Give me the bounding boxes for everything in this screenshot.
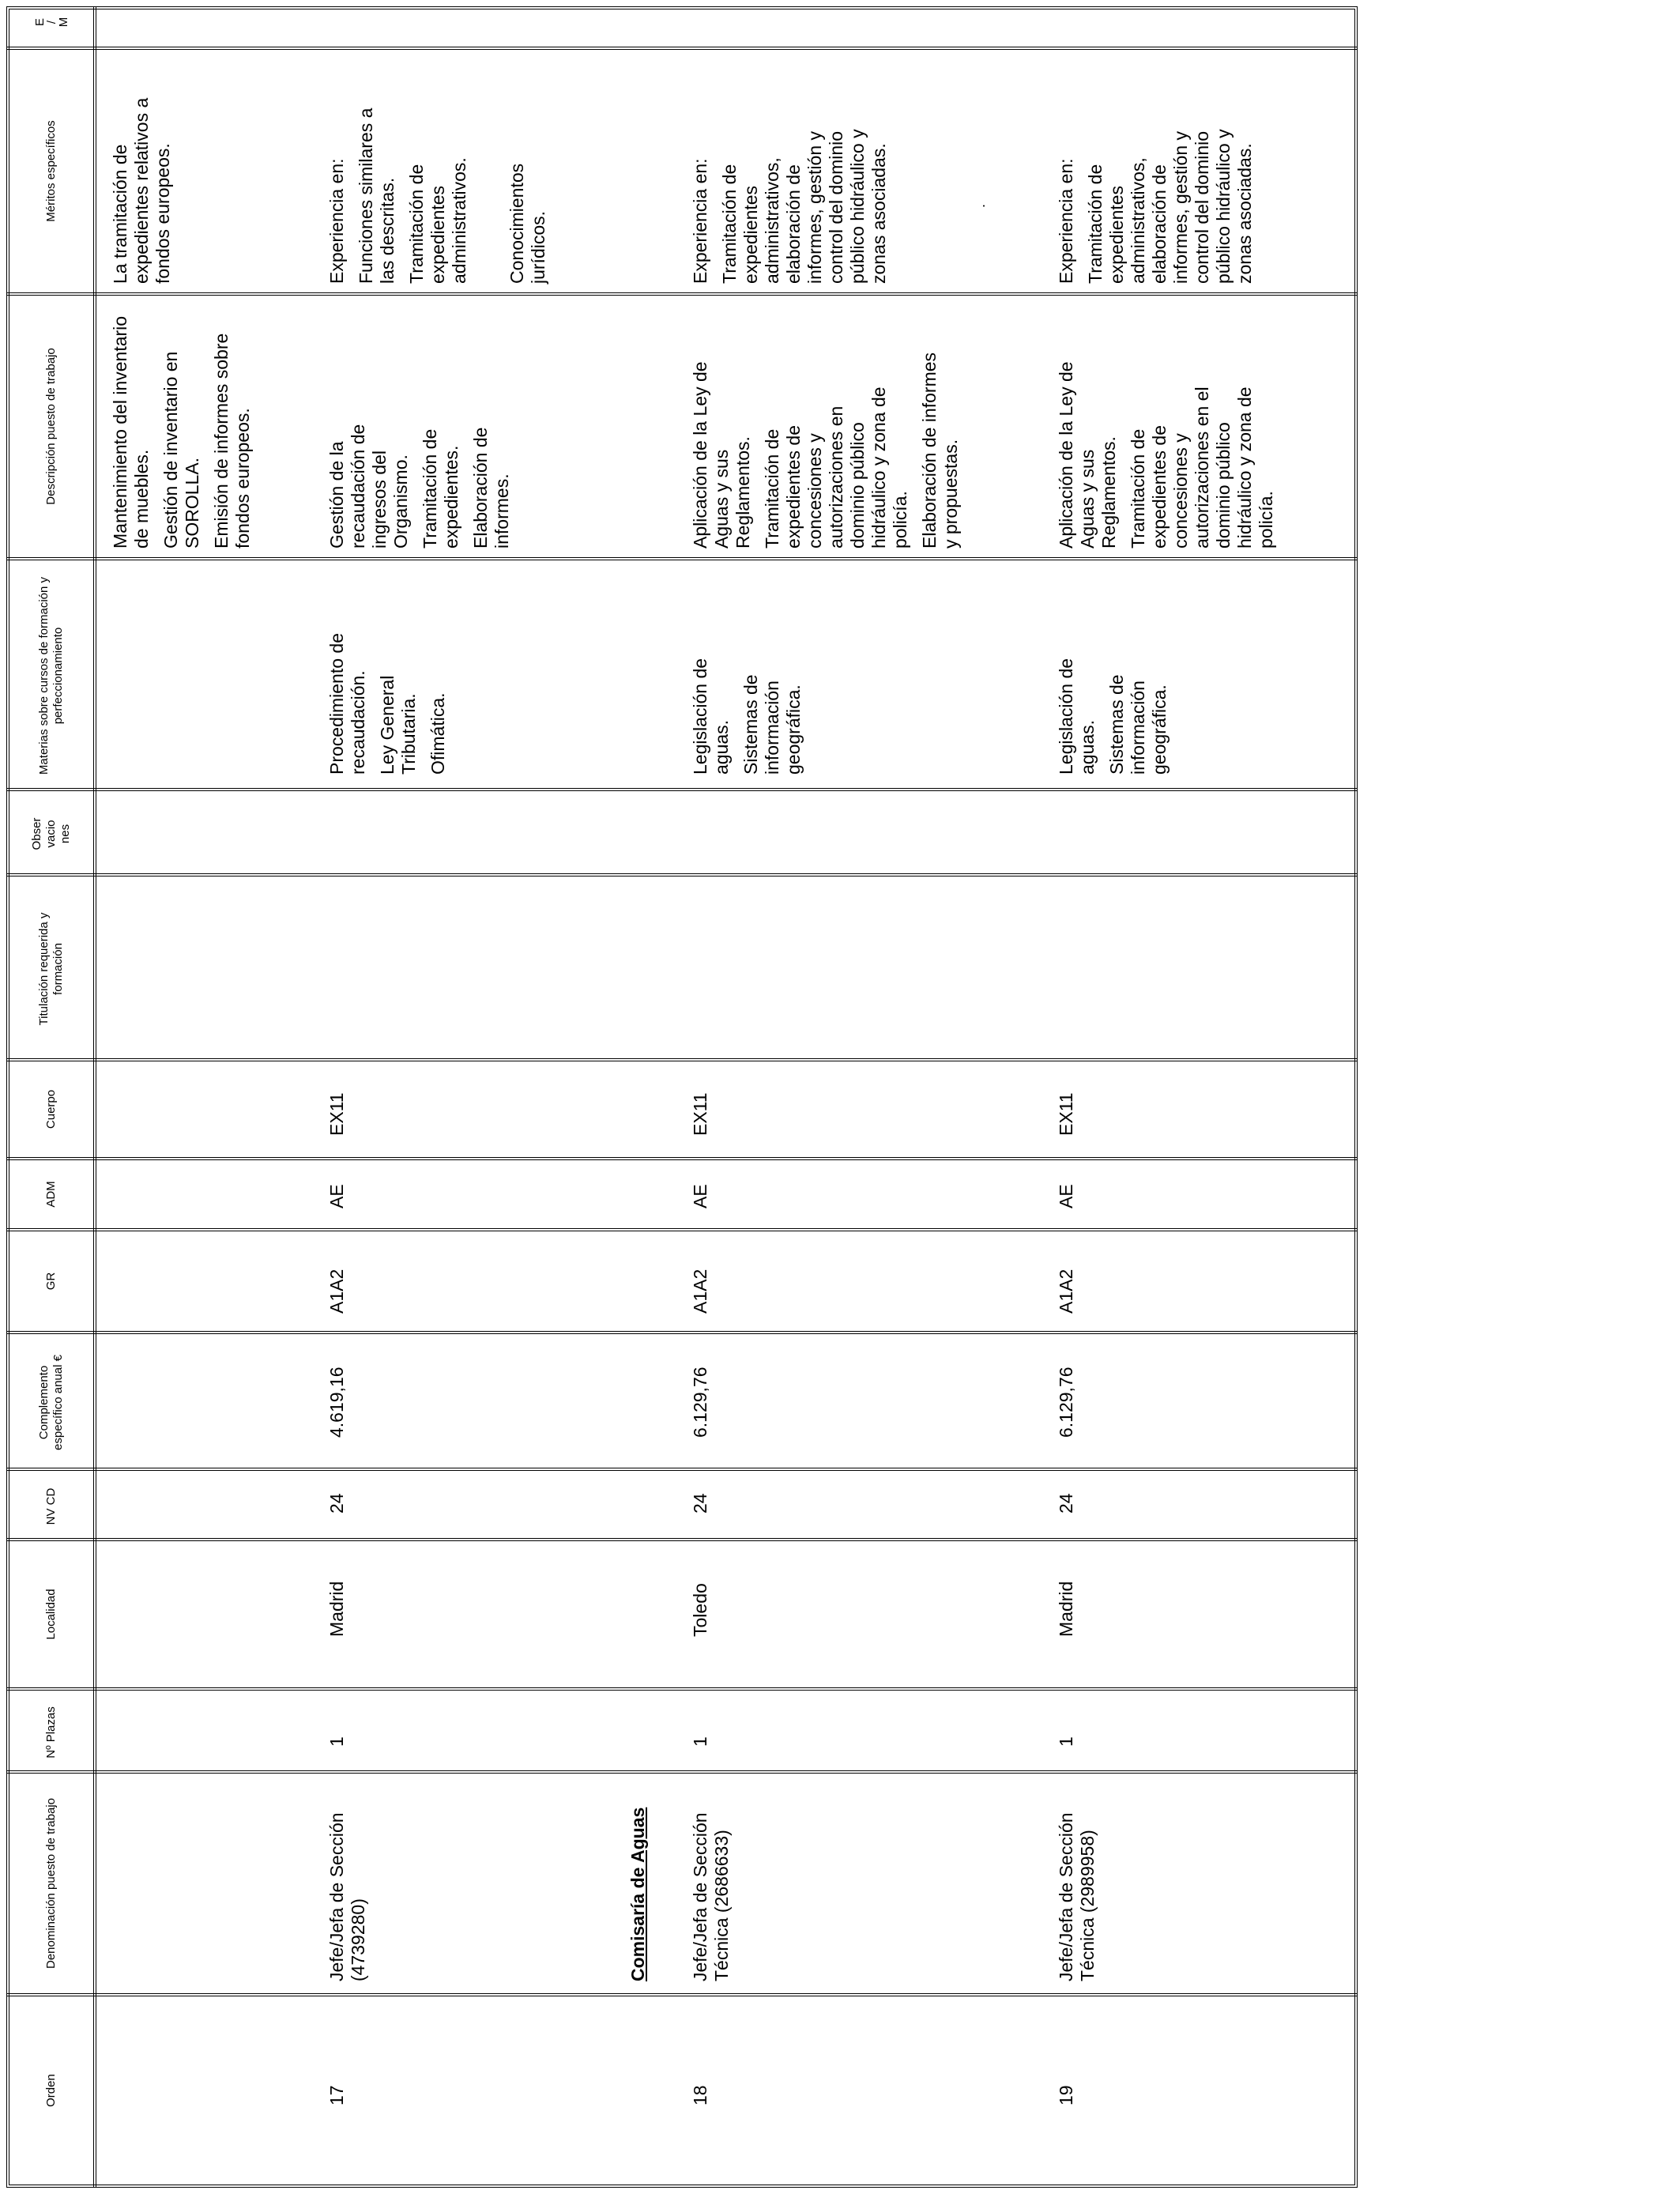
- column-divider: [6, 1687, 1358, 1691]
- list-item: Ofimática.: [428, 692, 448, 775]
- row18-nivel: 24: [690, 1493, 710, 1514]
- column-divider: [6, 788, 1358, 791]
- header-observaciones: Obser vacio nes: [30, 817, 72, 850]
- row17-cuerpo: EX11: [326, 1092, 347, 1136]
- list-item: Ley General Tributaria.: [377, 675, 419, 775]
- row17-adm: AE: [326, 1184, 347, 1208]
- list-item: Funciones similares a las descritas.: [356, 107, 397, 284]
- section-heading: Comisaría de Aguas: [627, 1807, 648, 1981]
- row19-plazas: 1: [1056, 1736, 1076, 1747]
- header-materias: Materias sobre cursos de formación y perfeccionamiento: [37, 576, 65, 775]
- row19-descripcion: [1056, 351, 1277, 548]
- list-item: Elaboración de informes.: [470, 427, 512, 548]
- column-divider: [6, 873, 1358, 876]
- row19-denominacion: Jefe/Jefa de Sección Técnica (2989958): [1056, 1812, 1098, 1981]
- list-item: Aplicación de la Ley de Aguas y sus Reglamentos.: [1056, 361, 1119, 548]
- list-item: Elaboración de informes y propuestas.: [919, 352, 961, 548]
- row19-orden: 19: [1056, 2085, 1076, 2105]
- row19-localidad: Madrid: [1056, 1581, 1076, 1637]
- column-divider: [6, 1157, 1358, 1160]
- column-divider: [6, 1228, 1358, 1231]
- header-meritos: Méritos específicos: [44, 120, 58, 222]
- list-item: Gestión de inventario en SOROLLA.: [160, 351, 202, 548]
- list-item: Tramitación de expedientes administrativos, elaboración de informes, gestión y control del dominio público hidráulico y zonas asociadas.: [1085, 129, 1255, 284]
- row17-grupo: A1A2: [326, 1269, 347, 1314]
- header-localidad: Localidad: [44, 1589, 58, 1640]
- list-item: Tramitación de expedientes de concesiones y autorizaciones en dominio público hidráulico y zona de policía.: [762, 386, 910, 548]
- header-titulacion: Titulación requerida y formación: [37, 912, 65, 1026]
- column-divider: [6, 1538, 1358, 1541]
- row18-adm: AE: [690, 1184, 710, 1208]
- header-descripcion: Descripción puesto de trabajo: [44, 348, 58, 505]
- header-em: E / M: [32, 17, 70, 28]
- list-item: Emisión de informes sobre fondos europeos.: [211, 333, 253, 548]
- header-grupo: GR: [44, 1272, 58, 1291]
- list-item: La tramitación de expedientes relativos a fondos europeos.: [110, 97, 173, 284]
- list-item: Sistemas de información geográfica.: [740, 674, 804, 775]
- meritos-intro: Experiencia en:: [326, 158, 347, 284]
- list-item: Tramitación de expedientes administrativos, elaboración de informes, gestión y control del dominio público hidráulico y zonas asociadas.: [719, 129, 889, 284]
- column-divider: [6, 557, 1358, 560]
- header-orden: Orden: [44, 2074, 58, 2107]
- row18-cuerpo: EX11: [690, 1092, 710, 1136]
- row18-localidad: Toledo: [690, 1583, 710, 1637]
- list-item: Tramitación de expedientes.: [420, 428, 461, 548]
- row17-complemento: 4.619,16: [326, 1367, 347, 1438]
- row17-materias: [326, 616, 449, 775]
- header-cuerpo: Cuerpo: [44, 1089, 58, 1129]
- row17-meritos: [326, 86, 549, 284]
- row17-plazas: 1: [326, 1736, 347, 1747]
- row18-meritos: [690, 86, 890, 284]
- header-adm: ADM: [44, 1181, 58, 1208]
- row19-grupo: A1A2: [1056, 1269, 1076, 1314]
- row19-materias: [1056, 632, 1170, 775]
- header-nivel: NV CD: [44, 1487, 58, 1525]
- column-divider: [6, 47, 1358, 50]
- stray-dot: .: [972, 203, 988, 208]
- meritos-intro: Experiencia en:: [690, 158, 710, 284]
- header-plazas: Nº Plazas: [44, 1706, 58, 1759]
- header-complemento: Complemento específico anual €: [37, 1355, 65, 1450]
- header-denominacion: Denominación puesto de trabajo: [44, 1798, 58, 1969]
- list-item: Conocimientos jurídicos.: [507, 163, 548, 284]
- row18-complemento: 6.129,76: [690, 1367, 710, 1438]
- column-divider: [6, 292, 1358, 296]
- row19-complemento: 6.129,76: [1056, 1367, 1076, 1438]
- list-item: Sistemas de información geográfica.: [1106, 674, 1170, 775]
- list-item: Gestión de la recaudación de ingresos del Organismo.: [326, 424, 411, 548]
- list-item: Tramitación de expedientes administrativos.: [406, 157, 469, 284]
- row19-cuerpo: EX11: [1056, 1092, 1076, 1136]
- column-divider: [6, 1770, 1358, 1774]
- row17-descripcion: [326, 390, 513, 548]
- list-item: Legislación de aguas.: [690, 658, 732, 775]
- row0-descripcion: [110, 299, 254, 548]
- row18-orden: 18: [690, 2085, 710, 2105]
- column-divider: [6, 1331, 1358, 1334]
- list-item: Aplicación de la Ley de Aguas y sus Reglamentos.: [690, 361, 753, 548]
- header-divider: [93, 6, 96, 2188]
- column-divider: [6, 1993, 1358, 1996]
- row17-nivel: 24: [326, 1493, 347, 1514]
- row0-meritos: [110, 53, 174, 284]
- row19-nivel: 24: [1056, 1493, 1076, 1514]
- column-divider: [6, 1058, 1358, 1061]
- meritos-intro: Experiencia en:: [1056, 158, 1076, 284]
- row18-denominacion: Jefe/Jefa de Sección Técnica (2686633): [690, 1812, 732, 1981]
- row19-meritos: [1056, 86, 1256, 284]
- row17-orden: 17: [326, 2085, 347, 2105]
- row19-adm: AE: [1056, 1184, 1076, 1208]
- row18-grupo: A1A2: [690, 1269, 710, 1314]
- row18-plazas: 1: [690, 1736, 710, 1747]
- row18-descripcion: [690, 351, 962, 548]
- list-item: Mantenimiento del inventario de muebles.: [110, 315, 152, 548]
- row17-localidad: Madrid: [326, 1581, 347, 1637]
- list-item: Tramitación de expedientes de concesiones y autorizaciones en el dominio público hidráulico y zona de policía.: [1128, 386, 1276, 548]
- list-item: Legislación de aguas.: [1056, 658, 1098, 775]
- column-divider: [6, 1468, 1358, 1471]
- row18-materias: [690, 632, 804, 775]
- list-item: Procedimiento de recaudación.: [326, 633, 368, 775]
- row17-denominacion: Jefe/Jefa de Sección (4739280): [326, 1812, 368, 1981]
